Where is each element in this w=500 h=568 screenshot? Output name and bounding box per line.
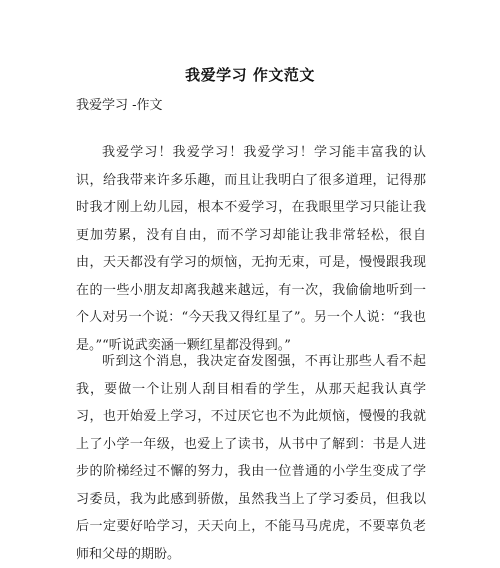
document-subtitle: 我爱学习 -作文 [76, 98, 163, 113]
paragraph-2: 听到这个消息，我决定奋发图强，不再让那些人看不起我，要做一个让别人刮目相看的学生，从那天起我认真学习，也开始爱上学习，不过厌它也不为此烦恼，慢慢的我就上了小学一年级，也爱上了读书，从书中了解到：书是人进步的阶梯经过不懈的努力，我由一位普通的小学生变成了学习委员，我为此感到骄傲，虽然我当上了学习委员，但我以后一定要好哈学习，天天向上，不能马马虎虎，不要辜负老师和父母的期盼。 [76, 354, 426, 562]
document-title: 我爱学习 作文范文 [185, 66, 315, 84]
paragraph-1: 我爱学习！我爱学习！我爱学习！学习能丰富我的认识，给我带来许多乐趣，而且让我明白了很多道理，记得那时我才刚上幼儿园，根本不爱学习，在我眼里学习只能让我更加劳累，没有自由，而不学习却能让我非常轻松，很自由，天天都没有学习的烦恼，无拘无束，可是，慢慢跟我现在的一些小朋友却离我越来越远，有一次，我偷偷地听到一个人对另一个说：“今天我又得红星了”。另一个人说：“我也是。”“听说武奕涵一颗红星都没得到。” [76, 145, 426, 353]
